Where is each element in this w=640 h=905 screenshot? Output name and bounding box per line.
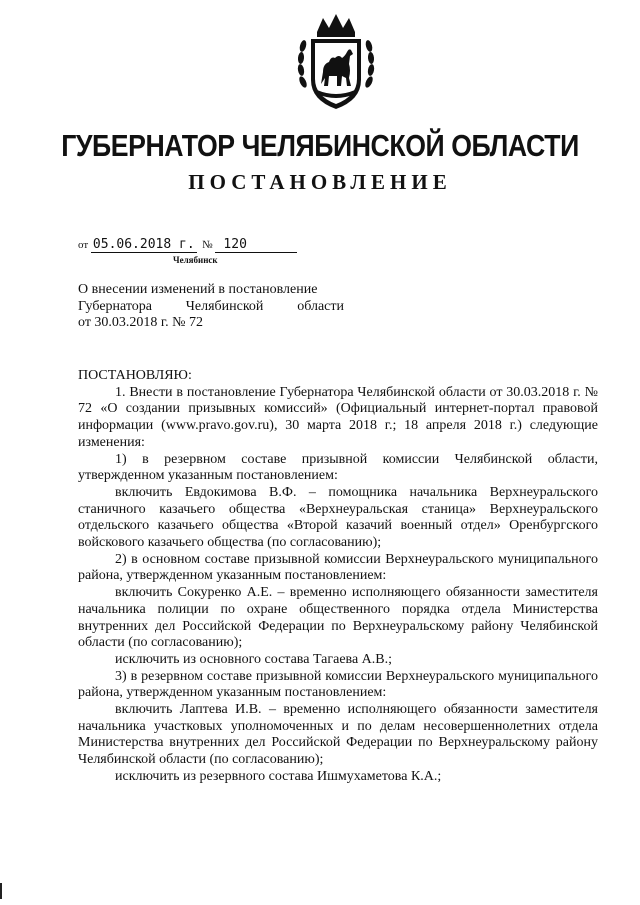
document-date: 05.06.2018 г.: [92, 237, 195, 252]
subject-line-2: Губернатора Челябинской области: [78, 298, 344, 314]
document-body: [78, 368, 598, 786]
number-sign: №: [202, 239, 213, 251]
resolve-heading: ПОСТАНОВЛЯЮ:: [78, 368, 192, 383]
date-prefix: от: [78, 239, 89, 251]
paragraph-3: включить Евдокимова В.Ф. – помощника начальника Верхнеуральского станичного казачьего общества «Верхнеуральская станица» Верхнеуральского отдельского казачьего общества «Второй казачий военный отдел» Оренбургского войскового казачьего общества (по согласованию);: [78, 484, 598, 551]
paragraph-4: 2) в основном составе призывной комиссии Верхнеуральского муниципального района, утвержденном указанным постановлением:: [78, 551, 598, 584]
coat-of-arms-icon: [295, 12, 377, 112]
scan-edge-mark: [0, 883, 2, 899]
paragraph-9: исключить из резервного состава Ишмухаметова К.А.;: [115, 768, 442, 784]
city-label: Челябинск: [173, 255, 218, 265]
date-number-line: [78, 237, 297, 253]
paragraph-6: исключить из основного состава Тагаева А.В.;: [115, 651, 393, 667]
paragraph-7: 3) в резервном составе призывной комиссии Верхнеуральского муниципального района, утвержденном указанным постановлением:: [78, 668, 598, 701]
paragraph-5: включить Сокуренко А.Е. – временно исполняющего обязанности заместителя начальника полиции по охране общественного порядка отдела Министерства внутренних дел Российской Федерации по Верхнеуральскому району Челябинской области (по согласованию);: [78, 585, 598, 651]
paragraph-2: 1) в резервном составе призывной комиссии Челябинской области, утвержденном указанным постановлением:: [78, 451, 598, 484]
issuer-title: ГУБЕРНАТОР ЧЕЛЯБИНСКОЙ ОБЛАСТИ: [61, 128, 579, 163]
document-type: ПОСТАНОВЛЕНИЕ: [188, 170, 452, 194]
document-number: 120: [215, 237, 297, 253]
paragraph-1: 1. Внести в постановление Губернатора Челябинской области от 30.03.2018 г. № 72 «О создании призывных комиссий» (Официальный интернет-портал правовой информации (www.pravo.gov.ru), 30 марта 2018 г.; 18 апреля 2018 г.) следующие изменения:: [78, 384, 598, 450]
paragraph-8: включить Лаптева И.В. – временно исполняющего обязанности заместителя начальника участковых уполномоченных и по делам несовершеннолетних отдела Министерства внутренних дел Российской Федерации по Верхнеуральскому району Челябинской области (по согласованию);: [78, 702, 598, 768]
document-subject: [78, 282, 344, 332]
subject-line-3: от 30.03.2018 г. № 72: [78, 315, 203, 330]
subject-line-1: О внесении изменений в постановление: [78, 282, 318, 297]
